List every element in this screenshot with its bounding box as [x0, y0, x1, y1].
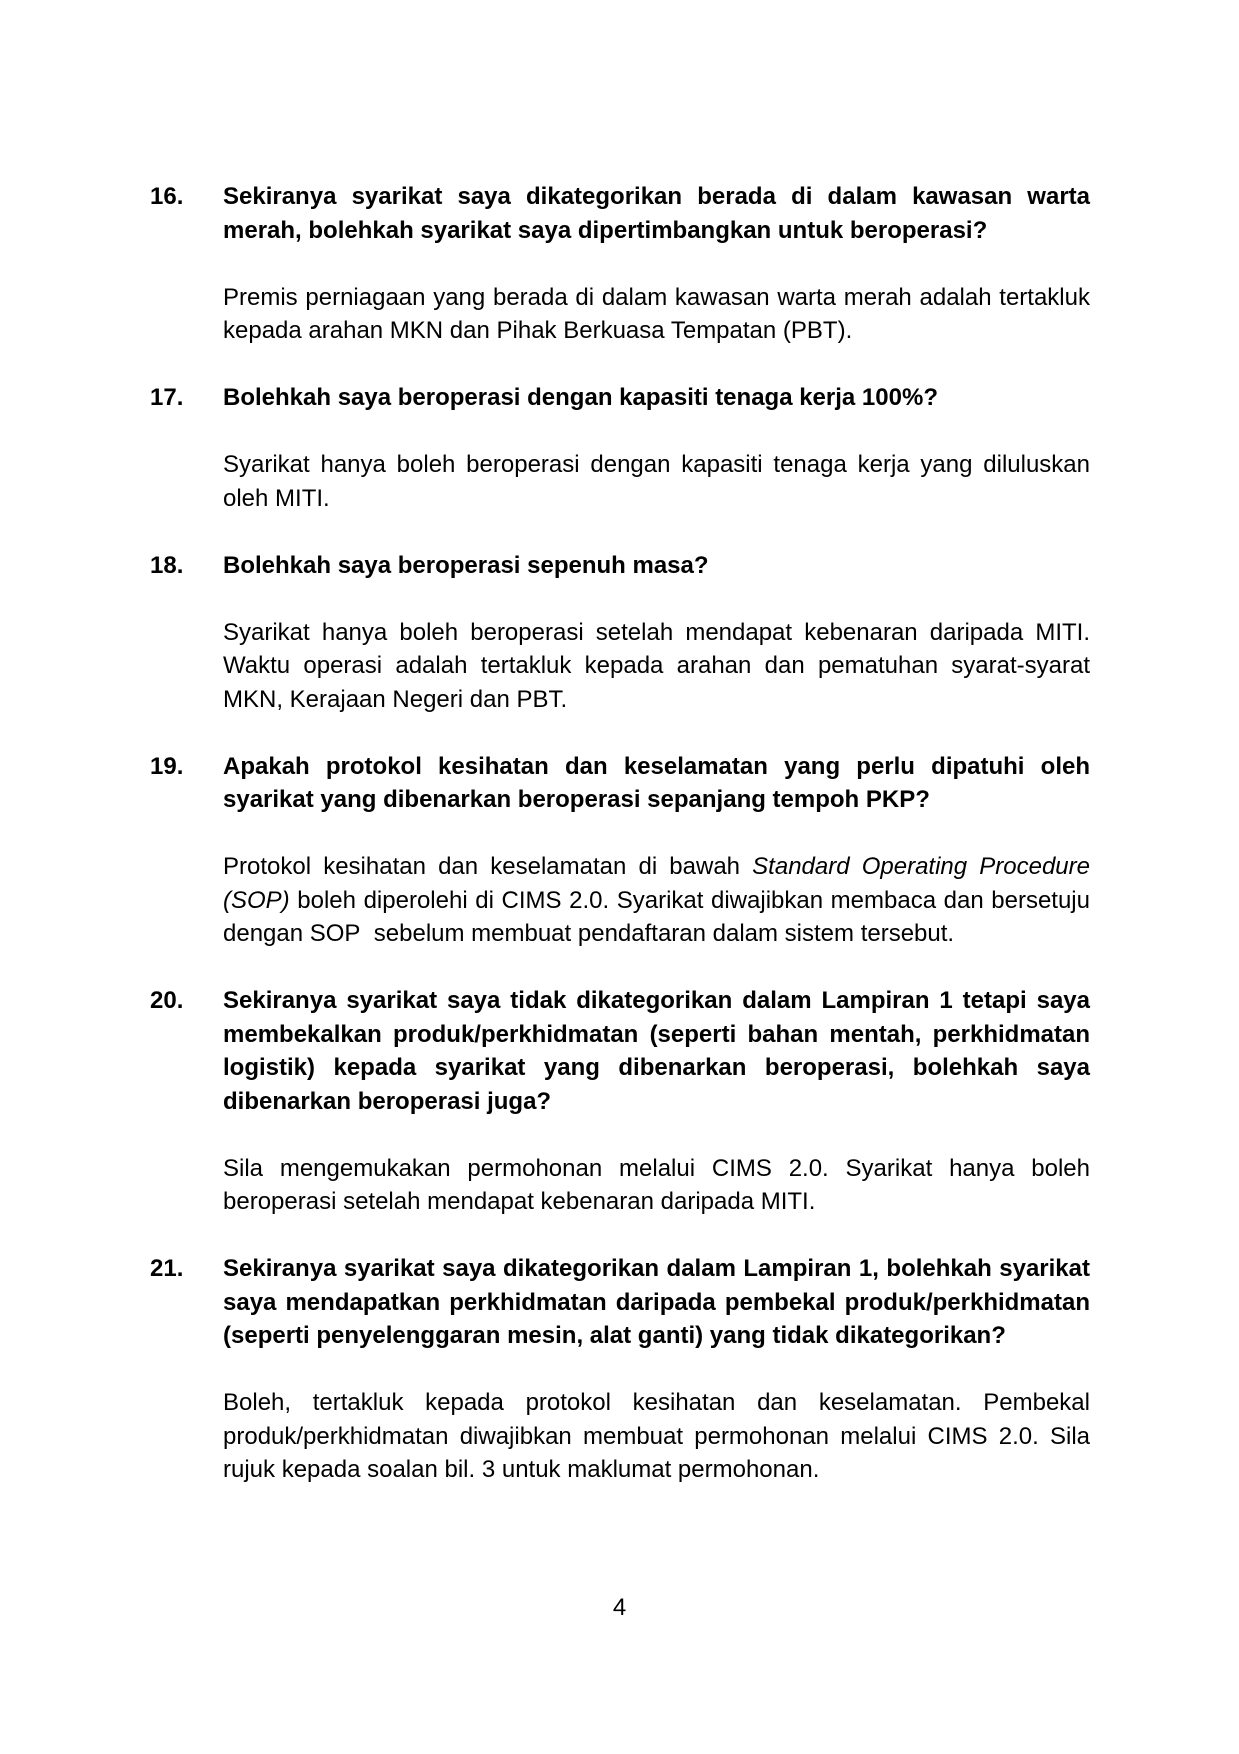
- faq-item-19: [150, 750, 1090, 985]
- faq-item-content: [223, 381, 1090, 549]
- faq-item-16: [150, 180, 1090, 381]
- faq-item-18: [150, 549, 1090, 750]
- answer-text: Premis perniagaan yang berada di dalam kawasan warta merah adalah tertakluk kepada arahan MKN dan Pihak Berkuasa Tempatan (PBT).: [223, 283, 1090, 344]
- question-number: 21.: [150, 1255, 184, 1282]
- faq-item-21: [150, 1252, 1090, 1520]
- question-text: Bolehkah saya beroperasi sepenuh masa?: [223, 551, 709, 579]
- faq-item-content: [223, 984, 1090, 1252]
- question-text: Sekiranya syarikat saya dikategorikan berada di dalam kawasan warta merah, bolehkah syarikat saya dipertimbangkan untuk beroperasi?: [223, 183, 1090, 244]
- faq-item-content: [223, 1252, 1090, 1520]
- question-text: Sekiranya syarikat saya tidak dikategorikan dalam Lampiran 1 tetapi saya membekalkan produk/perkhidmatan (seperti bahan mentah, perkhidmatan logistik) kepada syarikat yang dibenarkan beroperasi, bolehkah saya dibenarkan beroperasi juga?: [223, 987, 1090, 1115]
- question-number: 16.: [150, 183, 184, 210]
- faq-item-content: [223, 549, 1090, 750]
- page-number: 4: [612, 1594, 627, 1621]
- faq-item-20: [150, 984, 1090, 1252]
- question-number: 18.: [150, 551, 184, 579]
- faq-item-17: [150, 381, 1090, 549]
- answer-text: [223, 850, 1090, 951]
- question-text: Apakah protokol kesihatan dan keselamatan yang perlu dipatuhi oleh syarikat yang dibenarkan beroperasi sepanjang tempoh PKP?: [223, 752, 1090, 813]
- faq-item-content: [223, 750, 1090, 985]
- answer-text-segment: Protokol kesihatan dan keselamatan di bawah: [223, 853, 753, 880]
- faq-item-content: [223, 180, 1090, 381]
- answer-text: Syarikat hanya boleh beroperasi dengan kapasiti tenaga kerja yang diluluskan oleh MITI.: [223, 451, 1090, 512]
- question-number: 20.: [150, 987, 184, 1014]
- answer-text: Syarikat hanya boleh beroperasi setelah mendapat kebenaran daripada MITI. Waktu operasi adalah tertakluk kepada arahan dan pematuhan syarat-syarat MKN, Kerajaan Negeri dan PBT.: [223, 618, 1090, 713]
- answer-text-segment: boleh diperolehi di CIMS 2.0. Syarikat diwajibkan membaca dan bersetuju dengan SOP sebelum membuat pendaftaran dalam sistem tersebut.: [223, 886, 1090, 947]
- faq-list: [150, 180, 1090, 1520]
- answer-italic-segment: Standard Operating Procedure (SOP): [223, 853, 1090, 914]
- answer-text: Sila mengemukakan permohonan melalui CIMS 2.0. Syarikat hanya boleh beroperasi setelah mendapat kebenaran daripada MITI.: [223, 1154, 1090, 1215]
- question-text: Sekiranya syarikat saya dikategorikan dalam Lampiran 1, bolehkah syarikat saya mendapatkan perkhidmatan daripada pembekal produk/perkhidmatan (seperti penyelenggaran mesin, alat ganti) yang tidak dikategorikan?: [223, 1255, 1090, 1349]
- question-number: 19.: [150, 752, 184, 780]
- question-number: 17.: [150, 384, 184, 411]
- answer-text: Boleh, tertakluk kepada protokol kesihatan dan keselamatan. Pembekal produk/perkhidmatan diwajibkan membuat permohonan melalui CIMS 2.0. Sila rujuk kepada soalan bil. 3 untuk maklumat permohonan.: [223, 1389, 1090, 1483]
- question-text: Bolehkah saya beroperasi dengan kapasiti tenaga kerja 100%?: [223, 384, 938, 411]
